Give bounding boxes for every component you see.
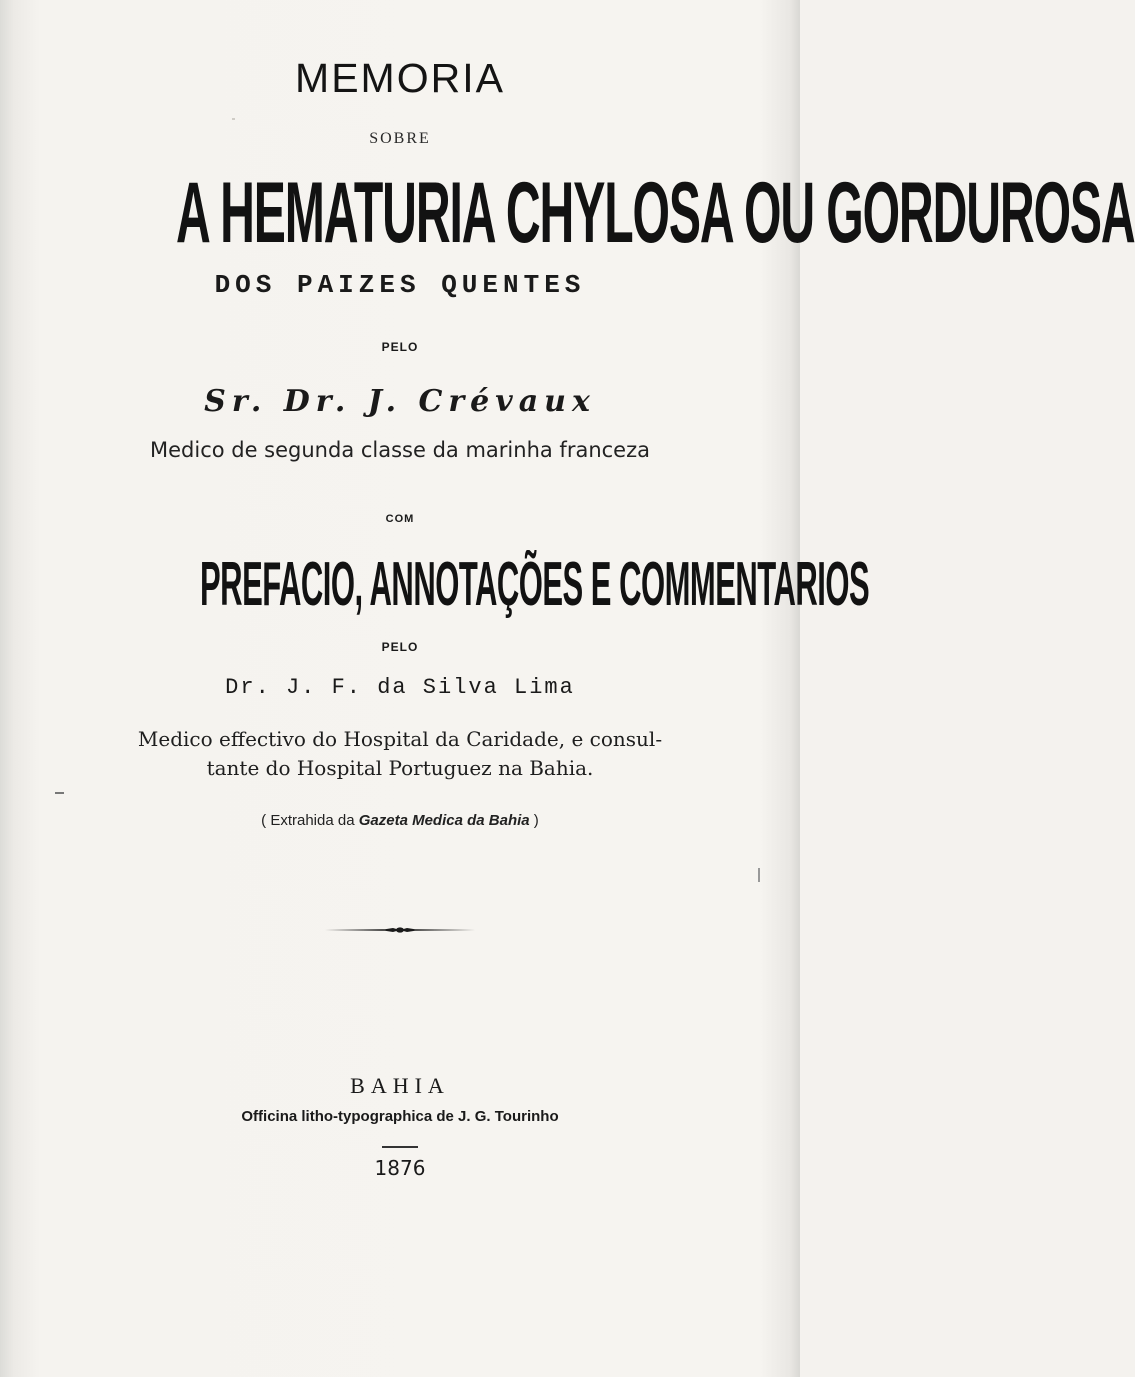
short-rule bbox=[382, 1146, 418, 1148]
publication-year: 1876 bbox=[374, 1156, 426, 1180]
extract-suffix: ) bbox=[529, 812, 539, 829]
extract-prefix: ( Extrahida da bbox=[261, 812, 359, 829]
pelo-label: PELO bbox=[381, 340, 419, 354]
author-name: Sr. Dr. J. Crévaux bbox=[204, 384, 596, 419]
city: BAHIA bbox=[350, 1073, 450, 1098]
paper-blemish bbox=[55, 792, 64, 794]
publisher: Officina litho-typographica de J. G. Tourinho bbox=[241, 1108, 559, 1125]
sobre-label: SOBRE bbox=[369, 130, 431, 147]
editor-role-line-2: tante do Hospital Portuguez na Bahia. bbox=[206, 756, 594, 780]
pelo-label-2: PELO bbox=[381, 640, 419, 654]
extract-source: Gazeta Medica da Bahia bbox=[358, 812, 530, 829]
page-heading: MEMORIA bbox=[295, 55, 505, 101]
main-title: A HEMATURIA CHYLOSA OU GORDUROSA bbox=[176, 165, 1135, 261]
editor-name: Dr. J. F. da Silva Lima bbox=[225, 675, 575, 700]
author-role: Medico de segunda classe da marinha franceza bbox=[149, 438, 650, 462]
extract-note bbox=[0, 812, 800, 829]
subtitle: DOS PAIZES QUENTES bbox=[214, 270, 586, 300]
ornamental-rule bbox=[325, 927, 475, 933]
paper-blemish bbox=[232, 118, 235, 120]
secondary-title: PREFACIO, ANNOTAÇÕES E COMMENTARIOS bbox=[200, 550, 870, 619]
editor-role bbox=[100, 725, 700, 783]
paper-blemish bbox=[758, 868, 760, 882]
editor-role-line-1: Medico effectivo do Hospital da Caridade, e consul- bbox=[137, 727, 663, 751]
com-label: COM bbox=[385, 513, 415, 525]
